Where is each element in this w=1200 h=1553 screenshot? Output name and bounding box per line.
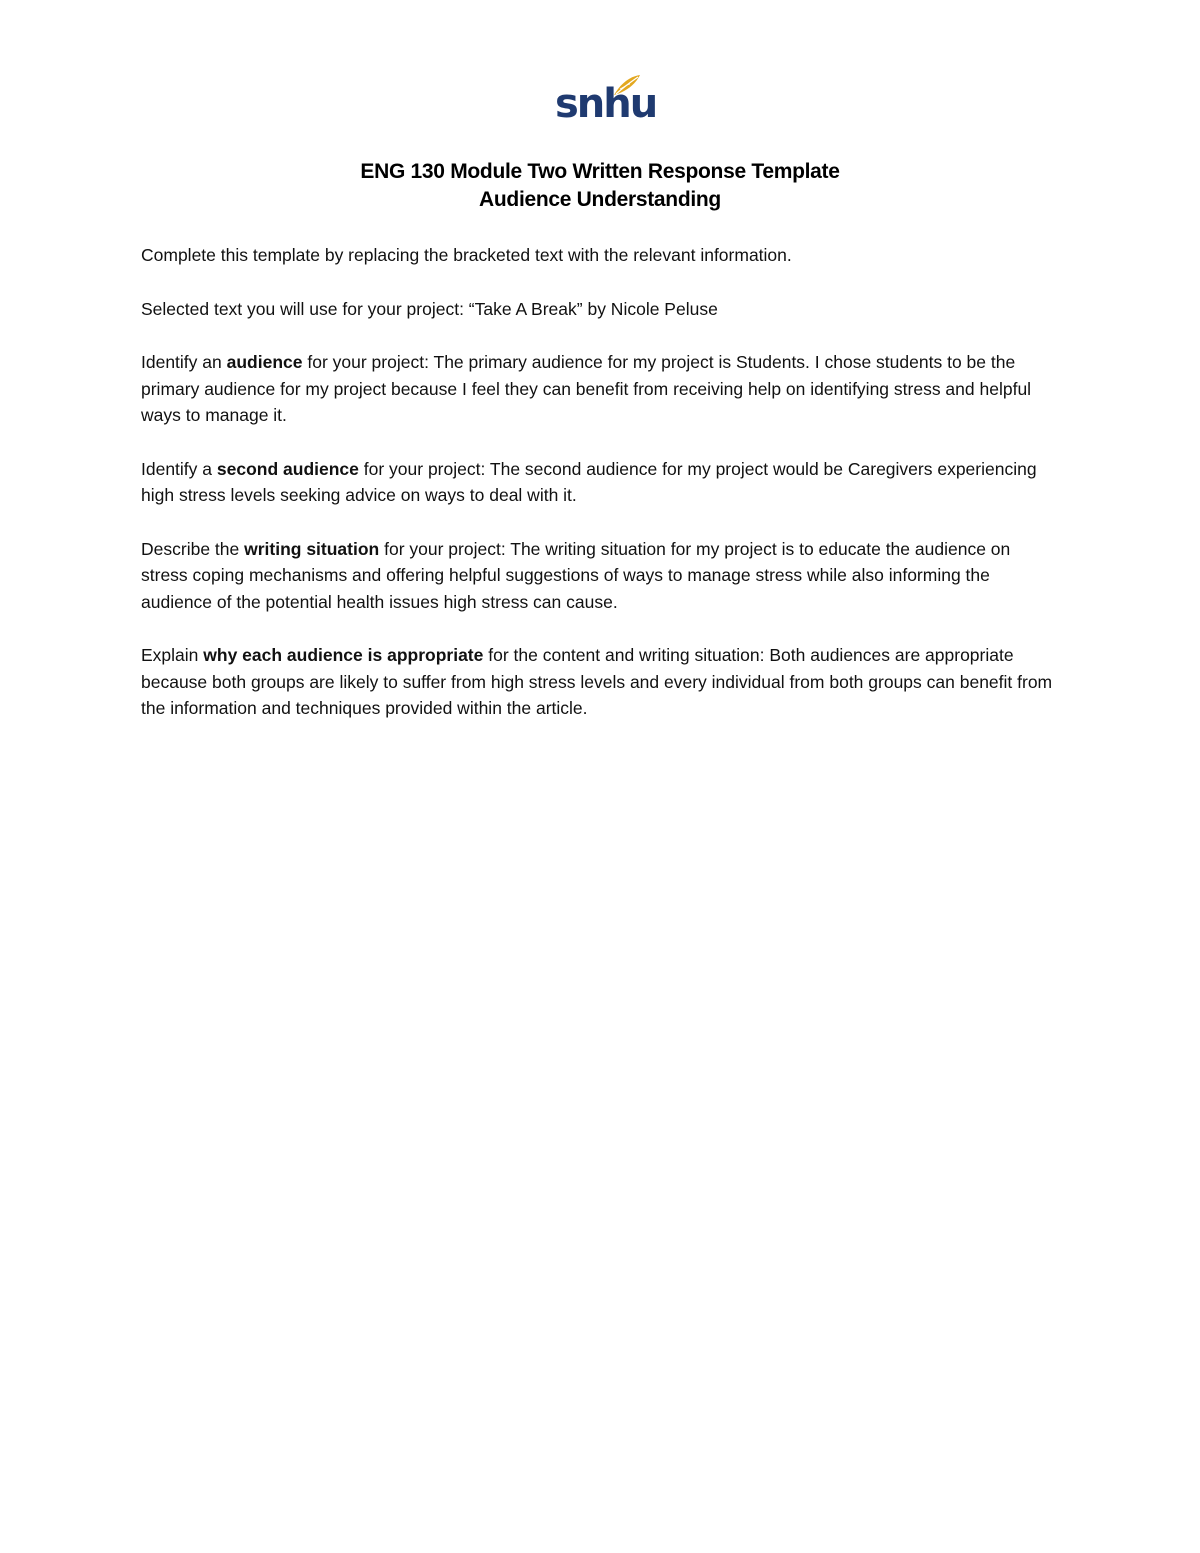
- document-body: [141, 242, 1061, 749]
- writing-situation-suffix: for your project:: [379, 538, 511, 559]
- selected-text-value: “Take A Break” by Nicole Peluse: [468, 298, 718, 319]
- why-appropriate-keyword: why each audience is appropriate: [203, 645, 484, 665]
- writing-situation-paragraph: [141, 536, 1061, 616]
- audience-keyword: audience: [226, 352, 303, 372]
- instructions-text: Complete this template by replacing the bracketed text with the relevant information.: [141, 245, 792, 265]
- audience-prefix: Identify an: [141, 352, 227, 372]
- logo-text: snhu: [555, 81, 657, 127]
- snhu-logo: [550, 70, 657, 136]
- second-audience-response: The second audience for my project would be Caregivers experiencing high stress levels seeking advice on ways to deal with it.: [141, 458, 1037, 505]
- second-audience-keyword: second audience: [216, 458, 359, 479]
- instructions-paragraph: [141, 242, 1061, 269]
- second-audience-prefix: Identify a: [141, 458, 217, 479]
- document-title: [0, 158, 1200, 214]
- title-line-2: Audience Understanding: [479, 188, 721, 211]
- audience-suffix: for your project:: [302, 352, 434, 372]
- title-line-1: ENG 130 Module Two Written Response Template: [360, 160, 840, 183]
- why-appropriate-response: Both audiences are appropriate because both groups are likely to suffer from high stress levels and every individual from both groups can benefit from the information and techniques provided within the article.: [141, 645, 1053, 718]
- writing-situation-prefix: Describe the: [141, 538, 245, 559]
- why-appropriate-paragraph: [141, 642, 1061, 722]
- selected-text-label: Selected text you will use for your project:: [141, 298, 469, 319]
- why-appropriate-suffix: for the content and writing situation:: [483, 645, 770, 665]
- audience-response: The primary audience for my project is Students. I chose students to be the primary audience for my project because I feel they can benefit from receiving help on identifying stress and helpful ways to manage it.: [141, 352, 1032, 425]
- selected-text-paragraph: [141, 296, 1061, 323]
- audience-paragraph: [141, 349, 1061, 429]
- writing-situation-keyword: writing situation: [244, 538, 380, 559]
- second-audience-paragraph: [141, 456, 1061, 509]
- writing-situation-response: The writing situation for my project is to educate the audience on stress coping mechanisms and offering helpful suggestions of ways to manage stress while also informing the audience of the potential health issues high stress can cause.: [141, 538, 1011, 612]
- second-audience-suffix: for your project:: [358, 458, 490, 479]
- why-appropriate-prefix: Explain: [141, 645, 204, 665]
